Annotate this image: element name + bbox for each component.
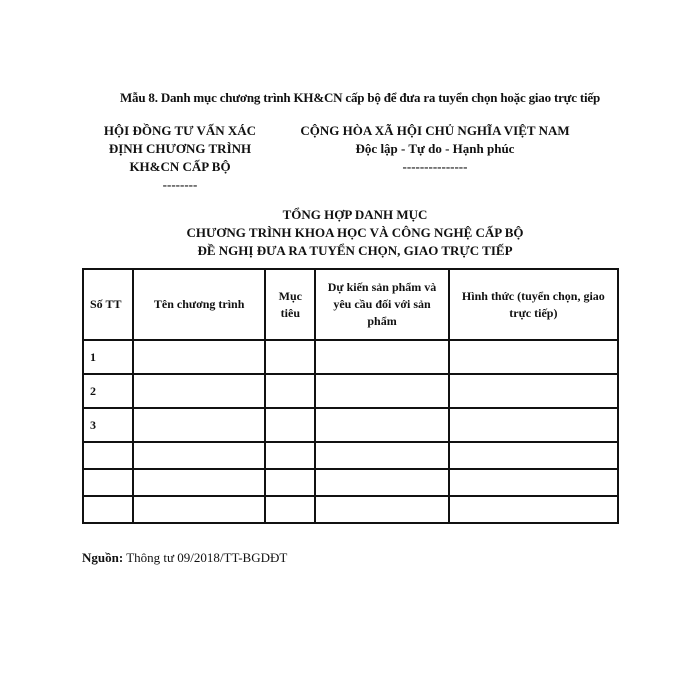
table-cell — [133, 340, 266, 374]
table-cell — [449, 340, 618, 374]
source-text: Thông tư 09/2018/TT-BGDĐT — [123, 550, 288, 565]
heading-line-3: ĐỀ NGHỊ ĐƯA RA TUYỂN CHỌN, GIAO TRỰC TIẾP — [197, 243, 513, 258]
source-label: Nguồn: — [82, 550, 124, 565]
council-line-2: ĐỊNH CHƯƠNG TRÌNH — [108, 141, 252, 156]
table-cell — [265, 442, 315, 469]
table-cell — [83, 496, 133, 523]
national-motto: Độc lập - Tự do - Hạnh phúc — [355, 141, 515, 156]
table-header-row — [83, 269, 618, 340]
table-cell — [83, 469, 133, 496]
table-cell — [265, 340, 315, 374]
national-rule: --------------- — [402, 159, 468, 174]
council-line-1: HỘI ĐỒNG TƯ VẤN XÁC — [103, 123, 257, 138]
table-cell — [133, 374, 266, 408]
form-title: Mẫu 8. Danh mục chương trình KH&CN cấp bộ để đưa ra tuyển chọn hoặc giao trực tiếp — [119, 90, 601, 105]
heading-line-2: CHƯƠNG TRÌNH KHOA HỌC VÀ CÔNG NGHỆ CẤP BỘ — [186, 225, 524, 240]
table-row — [83, 408, 618, 442]
heading-line-1: TỔNG HỢP DANH MỤC — [282, 207, 428, 222]
national-header — [280, 122, 590, 176]
table-cell — [315, 442, 448, 469]
table-row — [83, 340, 618, 374]
country-name: CỘNG HÒA XÃ HỘI CHỦ NGHĨA VIỆT NAM — [300, 123, 570, 138]
main-heading — [0, 206, 700, 260]
council-line-3: KH&CN CẤP BỘ — [129, 159, 231, 174]
table-cell — [449, 496, 618, 523]
header-cell-expected-products: Dự kiến sản phẩm và yêu cầu đối với sản phẩm — [315, 269, 448, 340]
table-cell: 3 — [83, 408, 133, 442]
table-row — [83, 469, 618, 496]
table-cell — [449, 374, 618, 408]
header-cell-objective: Mục tiêu — [265, 269, 315, 340]
source-note — [82, 550, 287, 566]
table-cell — [133, 408, 266, 442]
table-cell — [133, 469, 266, 496]
table-cell — [265, 408, 315, 442]
table-row — [83, 374, 618, 408]
program-list-table — [82, 268, 619, 524]
table-cell — [315, 340, 448, 374]
table-cell — [449, 408, 618, 442]
table-cell: 1 — [83, 340, 133, 374]
table-cell — [449, 469, 618, 496]
table-cell — [133, 496, 266, 523]
header-cell-form: Hình thức (tuyển chọn, giao trực tiếp) — [449, 269, 618, 340]
table-cell — [265, 374, 315, 408]
table-cell — [315, 408, 448, 442]
table-cell — [83, 442, 133, 469]
table-cell — [265, 496, 315, 523]
table-cell — [133, 442, 266, 469]
header-cell-program-name: Tên chương trình — [133, 269, 266, 340]
table-row — [83, 442, 618, 469]
table-row — [83, 496, 618, 523]
table-cell — [315, 496, 448, 523]
table-cell: 2 — [83, 374, 133, 408]
council-rule: -------- — [162, 177, 198, 192]
header-cell-stt: Số TT — [83, 269, 133, 340]
table-cell — [449, 442, 618, 469]
council-header — [90, 122, 270, 194]
table-cell — [265, 469, 315, 496]
table-cell — [315, 374, 448, 408]
table-cell — [315, 469, 448, 496]
